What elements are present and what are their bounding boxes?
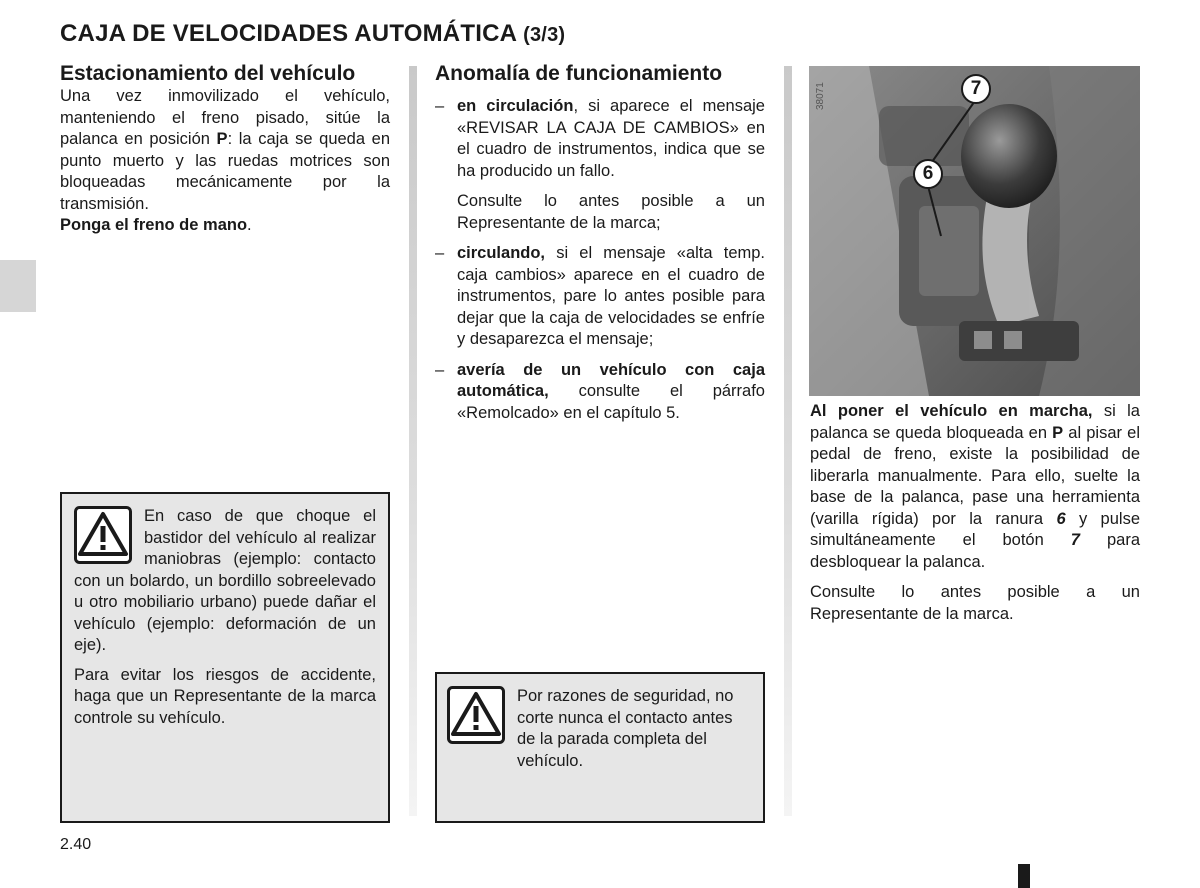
gear-lever-photo: [809, 66, 1140, 396]
list-dash: –: [435, 360, 445, 379]
column-divider-left: [409, 66, 417, 816]
section-tab-marker: [0, 260, 36, 312]
item-2-bold: circulando,: [457, 244, 546, 262]
consult-paragraph: Consulte lo antes posible a un Representante de la marca.: [810, 583, 1140, 623]
page-number: 2.40: [60, 836, 92, 853]
warning-triangle-icon: [447, 686, 505, 744]
warning-collision-para-2: Para evitar los riesgos de accidente, haga que un Representante de la marca controle su vehículo.: [74, 665, 376, 727]
malfunction-item-3: [457, 360, 765, 425]
left-column: [60, 62, 390, 237]
item-1-text: , si aparece el mensaje «REVISAR LA CAJA DE CAMBIOS» en el cuadro de instrumentos, indica que se ha producido un fallo.: [457, 97, 765, 180]
list-item: [435, 96, 765, 234]
list-dash: –: [435, 97, 445, 115]
gear-lever-illustration: [809, 66, 1140, 396]
malfunction-item-1-extra: Consulte lo antes posible a un Representante de la marca;: [457, 192, 765, 232]
button-7-ref: 7: [1070, 531, 1080, 549]
warning-text-ignition: [517, 686, 751, 772]
start-lever-text-a: si la palanca se queda bloqueada en: [810, 402, 1140, 442]
warning-ignition-para: Por razones de seguridad, no corte nunca el contacto antes de la parada completa del vehículo.: [517, 687, 734, 770]
parking-paragraph-2: [60, 215, 390, 237]
start-lever-text-c: y pulse simultáneamente el botón: [810, 509, 1140, 549]
list-item: [435, 360, 765, 425]
item-3-bold: avería de un vehículo con caja automática,: [457, 360, 765, 400]
section-heading-malfunction: Anomalía de funcionamiento: [435, 62, 723, 85]
callout-6: 6: [913, 159, 943, 189]
item-3-text: consulte el párrafo «Remolcado» en el capítulo 5.: [457, 382, 765, 422]
column-divider-right: [784, 66, 792, 816]
start-lever-text-b: al pisar el pedal de freno, existe la posibilidad de liberarla manualmente. Para ello, suelte la base de la palanca, pase una herramienta (varilla rígida) por la ranura: [810, 423, 1140, 528]
handbrake-period: .: [247, 216, 252, 234]
photo-reference-code: 38071: [815, 82, 826, 110]
warning-box-collision: [60, 492, 390, 823]
warning-collision-para-1: En caso de que choque el bastidor del vehículo al realizar maniobras (ejemplo: contacto con un bolardo, un bordillo sobreelevado u otro mobiliario urbano) puede dañar el vehículo (ejemplo: deformación de un eje).: [74, 507, 376, 654]
item-1-bold: en circulación: [457, 97, 574, 115]
middle-column: [435, 62, 765, 433]
item-2-text: si el mensaje «alta temp. caja cambios» aparece en el cuadro de instrumentos, pare lo antes posible para dejar que la caja de velocidades se enfríe y desaparezca el mensaje;: [457, 244, 765, 348]
malfunction-list: [435, 96, 765, 424]
parking-text: [60, 86, 390, 237]
position-p-label: P: [216, 130, 228, 148]
handbrake-instruction: Ponga el freno de mano: [60, 216, 248, 234]
callout-7: 7: [961, 74, 991, 104]
warning-box-ignition: [435, 672, 765, 823]
right-column-text: [810, 401, 1140, 625]
parking-paragraph-1: [60, 86, 390, 215]
warning-triangle-icon: [74, 506, 132, 564]
list-item: [435, 243, 765, 351]
page-corner-marker: [1018, 864, 1030, 888]
page-title-part: (3/3): [523, 24, 566, 46]
malfunction-item-1: [457, 96, 765, 182]
parking-text-a: Una vez inmovilizado el vehículo, manteniendo el freno pisado, sitúe la palanca en posición: [60, 87, 390, 148]
page-title: [60, 20, 565, 48]
start-lever-text-d: para desbloquear la palanca.: [810, 531, 1140, 571]
slot-6-ref: 6: [1056, 509, 1066, 528]
start-lever-paragraph: [810, 401, 1140, 573]
parking-text-b: : la caja se queda en punto muerto y las ruedas motrices son bloqueadas mecánicamente por la transmisión.: [60, 130, 390, 213]
position-p-label: P: [1052, 423, 1064, 442]
start-lever-bold: Al poner el vehículo en marcha,: [810, 402, 1093, 420]
list-dash: –: [435, 244, 445, 262]
page-title-main: CAJA DE VELOCIDADES AUTOMÁTICA: [60, 20, 517, 47]
malfunction-item-2: [457, 243, 765, 351]
section-heading-parking: Estacionamiento del vehículo: [60, 62, 356, 85]
